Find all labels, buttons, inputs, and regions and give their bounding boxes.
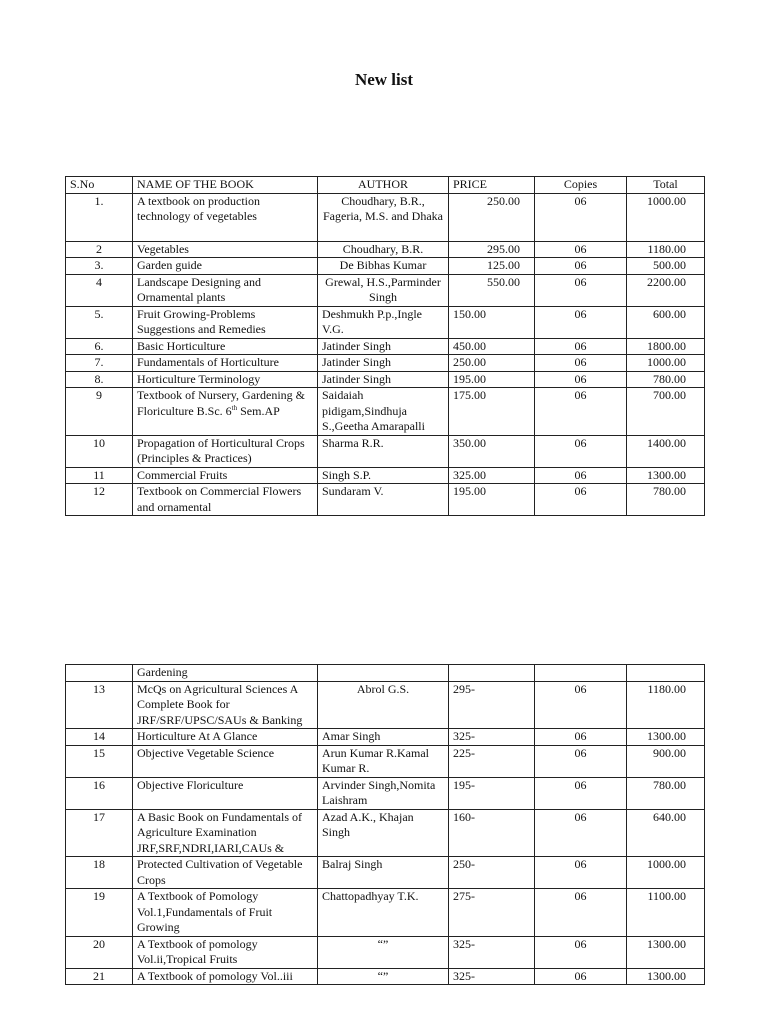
cell-copies: 06	[535, 936, 627, 968]
cell-author: Saidaiah pidigam,Sindhuja S.,Geetha Amarapalli	[318, 388, 449, 436]
table-row	[66, 435, 705, 467]
cell-total: 1180.00	[627, 241, 705, 258]
cell-total: 1300.00	[627, 729, 705, 746]
table-row	[66, 857, 705, 889]
cell-book-name	[133, 388, 318, 436]
cell-price: 250-	[449, 857, 535, 889]
header-copies: Copies	[535, 177, 627, 194]
cell-author: “”	[318, 936, 449, 968]
cell-book-name: A Textbook of pomology Vol..iii	[133, 968, 318, 985]
cell-book-name: Gardening	[133, 665, 318, 682]
table-row	[66, 338, 705, 355]
cell-copies: 06	[535, 857, 627, 889]
table-row	[66, 355, 705, 372]
cell-sno: 10	[66, 435, 133, 467]
cell-author: Singh S.P.	[318, 467, 449, 484]
cell-price: 195.00	[449, 484, 535, 516]
cell-sno: 6.	[66, 338, 133, 355]
cell-price: 160-	[449, 809, 535, 857]
cell-copies: 06	[535, 889, 627, 937]
cell-price: 295.00	[449, 241, 535, 258]
cell-book-name: Textbook on Commercial Flowers and ornamental	[133, 484, 318, 516]
cell-author: Sharma R.R.	[318, 435, 449, 467]
cell-sno: 7.	[66, 355, 133, 372]
cell-sno: 5.	[66, 306, 133, 338]
cell-total: 600.00	[627, 306, 705, 338]
table-header-row	[66, 177, 705, 194]
cell-author: Jatinder Singh	[318, 355, 449, 372]
cell-copies: 06	[535, 809, 627, 857]
cell-author: Balraj Singh	[318, 857, 449, 889]
cell-copies: 06	[535, 371, 627, 388]
cell-total: 1180.00	[627, 681, 705, 729]
cell-author: Arun Kumar R.Kamal Kumar R.	[318, 745, 449, 777]
table-row	[66, 193, 705, 241]
cell-book-name: A textbook on production technology of vegetables	[133, 193, 318, 241]
cell-author: Deshmukh P.p.,Ingle V.G.	[318, 306, 449, 338]
cell-author: Sundaram V.	[318, 484, 449, 516]
cell-book-name: Vegetables	[133, 241, 318, 258]
cell-book-name: McQs on Agricultural Sciences A Complete Book for JRF/SRF/UPSC/SAUs & Banking	[133, 681, 318, 729]
table-row	[66, 745, 705, 777]
cell-price: 325-	[449, 968, 535, 985]
cell-price: 225-	[449, 745, 535, 777]
cell-sno: 9	[66, 388, 133, 436]
header-author: AUTHOR	[318, 177, 449, 194]
cell-sno: 1.	[66, 193, 133, 241]
cell-author	[318, 665, 449, 682]
cell-book-name: Protected Cultivation of Vegetable Crops	[133, 857, 318, 889]
cell-copies	[535, 665, 627, 682]
cell-price: 325-	[449, 729, 535, 746]
cell-total: 1300.00	[627, 467, 705, 484]
table-row	[66, 274, 705, 306]
table-row	[66, 936, 705, 968]
cell-price: 250.00	[449, 193, 535, 241]
cell-book-name: Horticulture Terminology	[133, 371, 318, 388]
cell-author: De Bibhas Kumar	[318, 258, 449, 275]
cell-price: 150.00	[449, 306, 535, 338]
cell-author: Choudhary, B.R., Fageria, M.S. and Dhaka	[318, 193, 449, 241]
cell-copies: 06	[535, 338, 627, 355]
cell-book-name: Fundamentals of Horticulture	[133, 355, 318, 372]
cell-author: Jatinder Singh	[318, 371, 449, 388]
cell-copies: 06	[535, 388, 627, 436]
cell-author: Amar Singh	[318, 729, 449, 746]
table-row	[66, 306, 705, 338]
cell-copies: 06	[535, 745, 627, 777]
cell-author: Azad A.K., Khajan Singh	[318, 809, 449, 857]
cell-copies: 06	[535, 435, 627, 467]
cell-author: “”	[318, 968, 449, 985]
cell-price: 275-	[449, 889, 535, 937]
cell-total: 780.00	[627, 484, 705, 516]
table-row	[66, 388, 705, 436]
table-row	[66, 241, 705, 258]
table-row	[66, 467, 705, 484]
cell-total: 1000.00	[627, 355, 705, 372]
cell-copies: 06	[535, 681, 627, 729]
cell-book-name: Objective Floriculture	[133, 777, 318, 809]
cell-total: 900.00	[627, 745, 705, 777]
cell-sno: 12	[66, 484, 133, 516]
cell-copies: 06	[535, 274, 627, 306]
cell-total: 1800.00	[627, 338, 705, 355]
ordinal-suffix: th	[231, 403, 238, 412]
cell-total: 700.00	[627, 388, 705, 436]
cell-sno: 13	[66, 681, 133, 729]
table-row	[66, 258, 705, 275]
cell-sno: 8.	[66, 371, 133, 388]
table-row	[66, 968, 705, 985]
cell-total: 1000.00	[627, 193, 705, 241]
table-row	[66, 889, 705, 937]
cell-price: 250.00	[449, 355, 535, 372]
cell-total: 1000.00	[627, 857, 705, 889]
table-row	[66, 681, 705, 729]
cell-book-name: Basic Horticulture	[133, 338, 318, 355]
table-row-continuation	[66, 665, 705, 682]
cell-sno	[66, 665, 133, 682]
cell-total: 2200.00	[627, 274, 705, 306]
cell-author: Grewal, H.S.,Parminder Singh	[318, 274, 449, 306]
cell-price: 350.00	[449, 435, 535, 467]
cell-copies: 06	[535, 484, 627, 516]
cell-sno: 3.	[66, 258, 133, 275]
cell-copies: 06	[535, 467, 627, 484]
cell-copies: 06	[535, 355, 627, 372]
table-row	[66, 729, 705, 746]
page-title: New list	[354, 70, 414, 89]
cell-price: 175.00	[449, 388, 535, 436]
cell-total: 1100.00	[627, 889, 705, 937]
cell-sno: 15	[66, 745, 133, 777]
cell-book-name: Propagation of Horticultural Crops (Principles & Practices)	[133, 435, 318, 467]
cell-copies: 06	[535, 729, 627, 746]
cell-sno: 20	[66, 936, 133, 968]
cell-copies: 06	[535, 241, 627, 258]
cell-sno: 2	[66, 241, 133, 258]
table-row	[66, 484, 705, 516]
cell-total: 500.00	[627, 258, 705, 275]
cell-total: 1300.00	[627, 936, 705, 968]
header-price: PRICE	[449, 177, 535, 194]
cell-book-name: A Textbook of pomology Vol.ii,Tropical Fruits	[133, 936, 318, 968]
cell-price: 325-	[449, 936, 535, 968]
cell-total: 780.00	[627, 777, 705, 809]
cell-sno: 4	[66, 274, 133, 306]
cell-author: Chattopadhyay T.K.	[318, 889, 449, 937]
table-row	[66, 809, 705, 857]
cell-author: Arvinder Singh,Nomita Laishram	[318, 777, 449, 809]
book-name-part: Textbook of Nursery, Gardening & Floriculture B.Sc. 6	[137, 388, 306, 418]
cell-copies: 06	[535, 968, 627, 985]
cell-sno: 11	[66, 467, 133, 484]
book-table-1	[65, 176, 705, 516]
cell-price: 195-	[449, 777, 535, 809]
cell-copies: 06	[535, 777, 627, 809]
cell-author: Choudhary, B.R.	[318, 241, 449, 258]
cell-book-name: A Textbook of Pomology Vol.1,Fundamentals of Fruit Growing	[133, 889, 318, 937]
header-sno: S.No	[66, 177, 133, 194]
header-book-name: NAME OF THE BOOK	[133, 177, 318, 194]
cell-book-name: Garden guide	[133, 258, 318, 275]
cell-total	[627, 665, 705, 682]
cell-author: Jatinder Singh	[318, 338, 449, 355]
cell-book-name: A Basic Book on Fundamentals of Agriculture Examination JRF,SRF,NDRI,IARI,CAUs &	[133, 809, 318, 857]
cell-price: 295-	[449, 681, 535, 729]
cell-sno: 14	[66, 729, 133, 746]
cell-book-name: Fruit Growing-Problems Suggestions and Remedies	[133, 306, 318, 338]
cell-sno: 21	[66, 968, 133, 985]
cell-sno: 17	[66, 809, 133, 857]
table-row	[66, 371, 705, 388]
cell-total: 780.00	[627, 371, 705, 388]
cell-total: 1300.00	[627, 968, 705, 985]
cell-copies: 06	[535, 258, 627, 275]
cell-price	[449, 665, 535, 682]
cell-sno: 18	[66, 857, 133, 889]
cell-total: 640.00	[627, 809, 705, 857]
cell-author: Abrol G.S.	[318, 681, 449, 729]
cell-book-name: Landscape Designing and Ornamental plants	[133, 274, 318, 306]
cell-price: 325.00	[449, 467, 535, 484]
cell-price: 550.00	[449, 274, 535, 306]
cell-sno: 19	[66, 889, 133, 937]
cell-book-name: Objective Vegetable Science	[133, 745, 318, 777]
cell-copies: 06	[535, 306, 627, 338]
book-name-part: Sem.AP	[237, 403, 280, 418]
cell-price: 195.00	[449, 371, 535, 388]
cell-price: 450.00	[449, 338, 535, 355]
table-row	[66, 777, 705, 809]
cell-total: 1400.00	[627, 435, 705, 467]
cell-copies: 06	[535, 193, 627, 241]
cell-price: 125.00	[449, 258, 535, 275]
book-table-2	[65, 664, 705, 985]
header-total: Total	[627, 177, 705, 194]
cell-book-name: Commercial Fruits	[133, 467, 318, 484]
cell-sno: 16	[66, 777, 133, 809]
cell-book-name: Horticulture At A Glance	[133, 729, 318, 746]
